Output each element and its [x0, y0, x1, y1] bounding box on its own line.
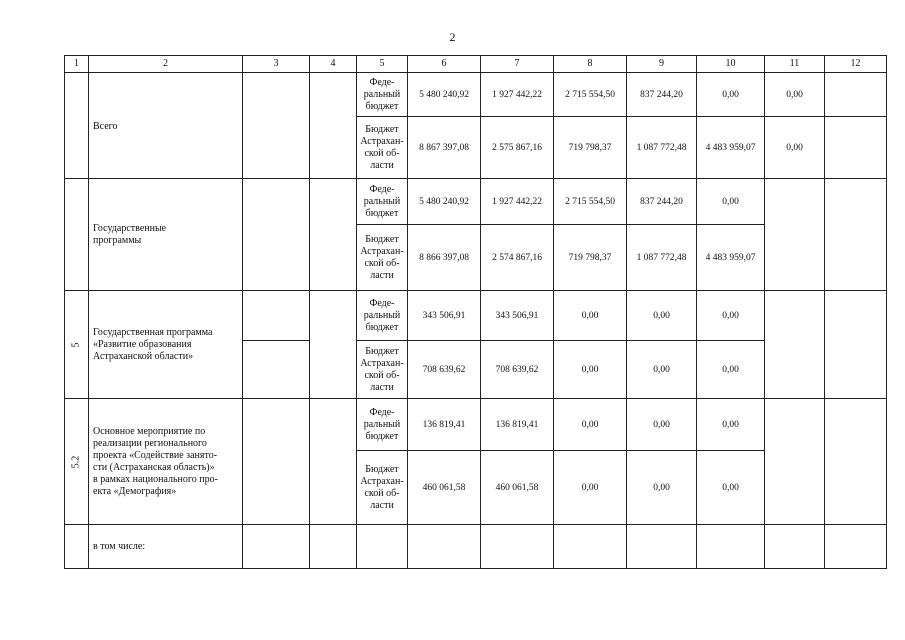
empty-cell — [765, 291, 825, 399]
empty-cell — [554, 525, 627, 569]
value-cell: 5 480 240,92 — [408, 179, 481, 225]
budget-table — [64, 55, 887, 569]
value-cell: 0,00 — [697, 73, 765, 117]
value-cell: 343 506,91 — [481, 291, 554, 341]
col-header: 12 — [825, 56, 887, 73]
empty-cell — [243, 73, 310, 179]
value-cell: 2 715 554,50 — [554, 73, 627, 117]
value-cell: 5 480 240,92 — [408, 73, 481, 117]
value-cell: 0,00 — [765, 117, 825, 179]
source-regional: Бюджет Астрахан- ской об- ласти — [357, 117, 408, 179]
col-header: 7 — [481, 56, 554, 73]
empty-cell — [65, 525, 89, 569]
row-name: Государственные программы — [89, 179, 243, 291]
value-cell: 1 927 442,22 — [481, 179, 554, 225]
value-cell: 0,00 — [554, 451, 627, 525]
value-cell: 2 575 867,16 — [481, 117, 554, 179]
value-cell: 0,00 — [697, 341, 765, 399]
source-regional: Бюджет Астрахан- ской об- ласти — [357, 225, 408, 291]
empty-cell — [357, 525, 408, 569]
value-cell: 0,00 — [554, 341, 627, 399]
value-cell: 719 798,37 — [554, 117, 627, 179]
empty-cell — [765, 399, 825, 525]
value-cell: 460 061,58 — [481, 451, 554, 525]
empty-cell — [243, 291, 310, 341]
value-cell: 2 574 867,16 — [481, 225, 554, 291]
source-federal: Феде- ральный бюджет — [357, 179, 408, 225]
value-cell: 837 244,20 — [627, 73, 697, 117]
value-cell: 1 087 772,48 — [627, 117, 697, 179]
empty-cell — [481, 525, 554, 569]
table-row — [65, 399, 887, 451]
empty-cell — [408, 525, 481, 569]
row-code — [65, 179, 89, 291]
table-row — [65, 525, 887, 569]
empty-cell — [825, 525, 887, 569]
row-code: 5.2 — [65, 399, 89, 525]
row-code: 5 — [65, 291, 89, 399]
value-cell: 1 927 442,22 — [481, 73, 554, 117]
col-header: 2 — [89, 56, 243, 73]
table-row — [65, 179, 887, 225]
value-cell: 136 819,41 — [481, 399, 554, 451]
source-regional: Бюджет Астрахан- ской об- ласти — [357, 451, 408, 525]
empty-cell — [243, 341, 310, 399]
value-cell: 460 061,58 — [408, 451, 481, 525]
empty-cell — [243, 399, 310, 525]
value-cell: 8 867 397,08 — [408, 117, 481, 179]
empty-cell — [825, 399, 887, 525]
empty-cell — [243, 179, 310, 291]
value-cell: 0,00 — [697, 179, 765, 225]
col-header: 3 — [243, 56, 310, 73]
source-regional: Бюджет Астрахан- ской об- ласти — [357, 341, 408, 399]
value-cell: 136 819,41 — [408, 399, 481, 451]
value-cell: 708 639,62 — [408, 341, 481, 399]
col-header: 4 — [310, 56, 357, 73]
row-name: Всего — [89, 73, 243, 179]
page-number: 2 — [449, 30, 456, 44]
empty-cell — [697, 525, 765, 569]
table-row — [65, 73, 887, 117]
value-cell: 708 639,62 — [481, 341, 554, 399]
col-header: 6 — [408, 56, 481, 73]
value-cell: 0,00 — [697, 399, 765, 451]
empty-cell — [627, 525, 697, 569]
value-cell: 0,00 — [627, 341, 697, 399]
empty-cell — [310, 399, 357, 525]
col-header: 10 — [697, 56, 765, 73]
value-cell: 0,00 — [554, 399, 627, 451]
value-cell: 837 244,20 — [627, 179, 697, 225]
empty-cell — [310, 291, 357, 399]
value-cell: 0,00 — [554, 291, 627, 341]
value-cell: 0,00 — [627, 399, 697, 451]
empty-cell — [825, 73, 887, 117]
col-header: 11 — [765, 56, 825, 73]
empty-cell — [765, 525, 825, 569]
col-header: 1 — [65, 56, 89, 73]
empty-cell — [243, 525, 310, 569]
value-cell: 0,00 — [765, 73, 825, 117]
value-cell: 0,00 — [697, 451, 765, 525]
source-federal: Феде- ральный бюджет — [357, 291, 408, 341]
empty-cell — [310, 525, 357, 569]
value-cell: 1 087 772,48 — [627, 225, 697, 291]
col-header: 8 — [554, 56, 627, 73]
source-federal: Феде- ральный бюджет — [357, 399, 408, 451]
empty-cell — [825, 117, 887, 179]
header-row — [65, 56, 887, 73]
empty-cell — [310, 73, 357, 179]
value-cell: 8 866 397,08 — [408, 225, 481, 291]
table-row — [65, 291, 887, 341]
row-name: в том числе: — [89, 525, 243, 569]
col-header: 5 — [357, 56, 408, 73]
empty-cell — [310, 179, 357, 291]
value-cell: 343 506,91 — [408, 291, 481, 341]
value-cell — [765, 179, 825, 291]
col-header: 9 — [627, 56, 697, 73]
value-cell: 0,00 — [697, 291, 765, 341]
value-cell: 0,00 — [627, 291, 697, 341]
value-cell: 2 715 554,50 — [554, 179, 627, 225]
value-cell: 4 483 959,07 — [697, 225, 765, 291]
row-name: Основное мероприятие по реализации регионального проекта «Содействие занято- сти (Астраханская область)» в рамках национального про- екта «Демография» — [89, 399, 243, 525]
empty-cell — [825, 179, 887, 291]
value-cell: 0,00 — [627, 451, 697, 525]
row-name: Государственная программа «Развитие образования Астраханской области» — [89, 291, 243, 399]
source-federal: Феде- ральный бюджет — [357, 73, 408, 117]
value-cell: 4 483 959,07 — [697, 117, 765, 179]
row-code — [65, 73, 89, 179]
value-cell: 719 798,37 — [554, 225, 627, 291]
empty-cell — [825, 291, 887, 399]
